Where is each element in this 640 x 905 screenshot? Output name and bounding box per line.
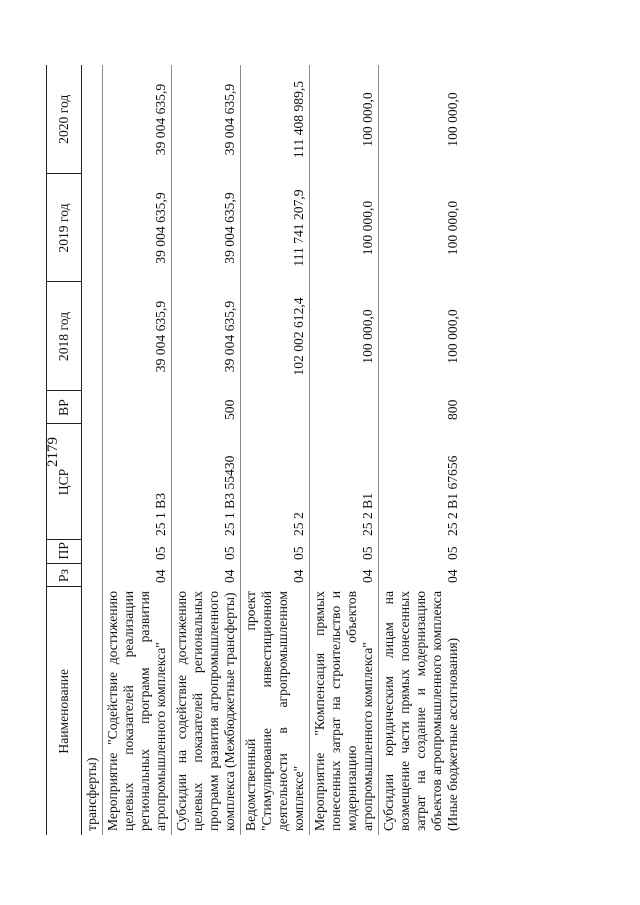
table-body: [82, 65, 464, 835]
row-name: Мероприятие "Компенсация прямых понесенных затрат на строительство и модернизацию объектов агропромышленного комплекса": [310, 587, 379, 835]
row-name: Субсидии на содействие достижению целевых показателей региональных программ развития агропромышленного комплекса (Межбюджетные трансферты): [172, 587, 241, 835]
rotated-table-container: [46, 65, 576, 835]
row-2018: 100 000,0: [310, 282, 379, 391]
row-2018: 39 004 635,9: [103, 282, 172, 391]
row-2019: 111 741 207,9: [241, 174, 310, 282]
header-vr: ВР: [47, 391, 82, 424]
row-2020: [82, 65, 103, 174]
row-name: Ведомственный проект "Стимулирование инвестиционной деятельности в агропромышленном комплексе": [241, 587, 310, 835]
row-csr: 25 1 В3: [103, 424, 172, 540]
header-2019: 2019 год: [47, 174, 82, 282]
row-name: Мероприятие "Содействие достижению целевых показателей реализации региональных программ развития агропромышленного комплекса": [103, 587, 172, 835]
table-row: [103, 65, 172, 835]
row-name: Субсидии юридическим лицам на возмещение части прямых понесенных затрат на создание и модернизацию объектов агропромышленного комплекса (Иные бюджетные ассигнования): [379, 587, 464, 835]
row-vr: [310, 391, 379, 424]
table-row: [241, 65, 310, 835]
row-rz: 04: [241, 564, 310, 587]
row-rz: 04: [103, 564, 172, 587]
row-2020: 39 004 635,9: [103, 65, 172, 174]
row-pr: 05: [310, 540, 379, 564]
row-2019: 39 004 635,9: [103, 174, 172, 282]
table-row: [172, 65, 241, 835]
row-2019: 39 004 635,9: [172, 174, 241, 282]
row-pr: 05: [103, 540, 172, 564]
row-pr: 05: [241, 540, 310, 564]
row-2020: 100 000,0: [379, 65, 464, 174]
row-2019: [82, 174, 103, 282]
row-2020: 39 004 635,9: [172, 65, 241, 174]
row-pr: [82, 540, 103, 564]
table-row: [82, 65, 103, 835]
row-csr: [82, 424, 103, 540]
row-rz: [82, 564, 103, 587]
row-2018: 39 004 635,9: [172, 282, 241, 391]
row-vr: 800: [379, 391, 464, 424]
row-csr: 25 1 В3 55430: [172, 424, 241, 540]
table-row: [310, 65, 379, 835]
row-2020: 100 000,0: [310, 65, 379, 174]
table-header: [47, 65, 82, 835]
row-csr: 25 2 В1 67656: [379, 424, 464, 540]
row-pr: 05: [172, 540, 241, 564]
row-2019: 100 000,0: [379, 174, 464, 282]
budget-table: [46, 65, 463, 835]
header-2020: 2020 год: [47, 65, 82, 174]
row-vr: [241, 391, 310, 424]
row-csr: 25 2 В1: [310, 424, 379, 540]
header-pr: ПР: [47, 540, 82, 564]
page-number: 2179: [45, 437, 61, 467]
row-vr: [82, 391, 103, 424]
row-rz: 04: [172, 564, 241, 587]
row-vr: 500: [172, 391, 241, 424]
row-pr: 05: [379, 540, 464, 564]
row-2018: 100 000,0: [379, 282, 464, 391]
header-2018: 2018 год: [47, 282, 82, 391]
row-rz: 04: [379, 564, 464, 587]
row-rz: 04: [310, 564, 379, 587]
row-csr: 25 2: [241, 424, 310, 540]
row-2018: 102 002 612,4: [241, 282, 310, 391]
header-csr: ЦСР: [47, 424, 82, 540]
table-row: [379, 65, 464, 835]
row-name: трансферты): [84, 757, 99, 831]
header-rz: Рз: [47, 564, 82, 587]
row-2019: 100 000,0: [310, 174, 379, 282]
header-name: Наименование: [56, 668, 71, 754]
row-2020: 111 408 989,5: [241, 65, 310, 174]
row-vr: [103, 391, 172, 424]
row-2018: [82, 282, 103, 391]
